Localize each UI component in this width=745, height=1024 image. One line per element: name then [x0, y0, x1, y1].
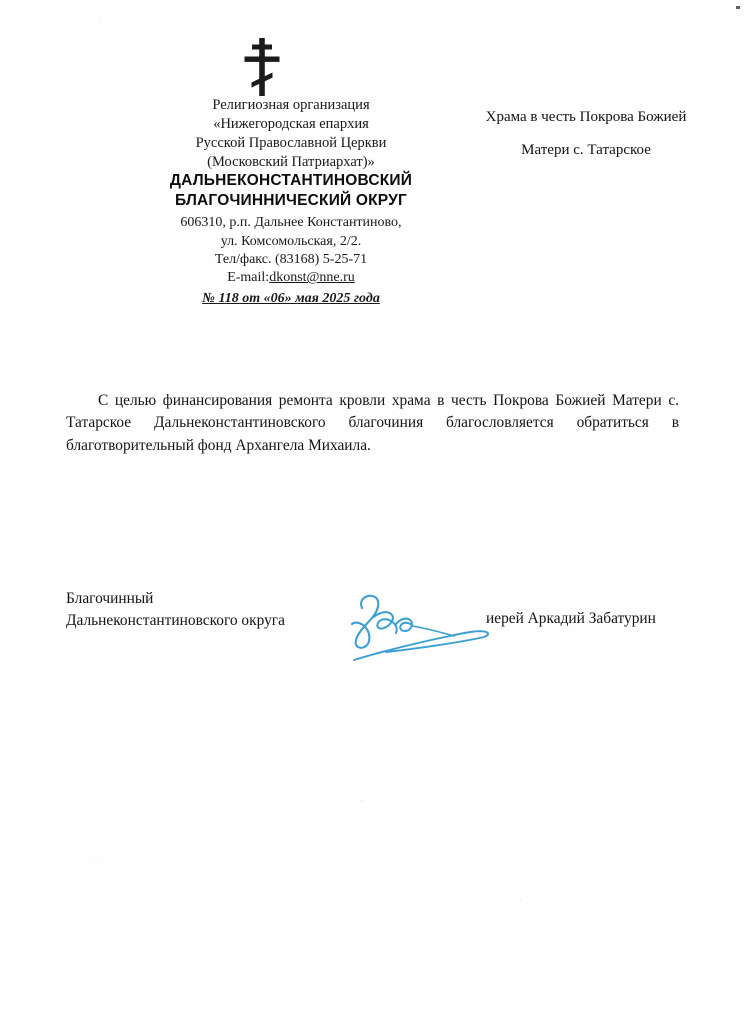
email-line — [96, 269, 486, 287]
letterhead-header — [0, 0, 745, 310]
address-line-1: 606310, р.п. Дальнее Константиново, — [180, 215, 402, 231]
address-line-2: ул. Комсомольская, 2/2. — [220, 233, 362, 249]
recipient-line-2: Матери с. Татарское — [521, 141, 651, 158]
signer-title-line-1: Благочинный — [66, 590, 154, 607]
email-label: E-mail: — [227, 270, 270, 286]
recipient-line-1: Храма в честь Покрова Божией — [485, 109, 687, 125]
scan-noise — [520, 900, 522, 902]
signer-title — [66, 588, 285, 632]
phone-fax-line: Тел/факс. (83168) 5-25-71 — [214, 251, 368, 267]
handwritten-signature — [328, 586, 508, 676]
letterhead-line-4: (Московский Патриархат)» — [207, 153, 375, 170]
email-address[interactable]: dkonst@nne.ru — [269, 270, 355, 286]
letterhead-block — [96, 96, 486, 308]
signer-name: иерей Аркадий Забатурин — [486, 610, 656, 627]
reference-date: № 118 от «06» мая 2025 года — [202, 290, 380, 306]
scan-noise — [360, 800, 363, 802]
signer-title-line-2: Дальнеконстантиновского округа — [66, 611, 285, 629]
organization-name-line-2: БЛАГОЧИННИЧЕСКИЙ ОКРУГ — [175, 192, 407, 210]
recipient-block — [455, 108, 717, 173]
letterhead-line-2: «Нижегородская епархия — [213, 115, 369, 132]
letterhead-line-3: Русской Православной Церкви — [195, 134, 387, 151]
organization-name-line-1: ДАЛЬНЕКОНСТАНТИНОВСКИЙ — [169, 172, 413, 190]
letterhead-line-1: Религиозная организация — [212, 97, 370, 113]
scan-noise — [95, 860, 97, 862]
body-paragraph: С целью финансирования ремонта кровли храма в честь Покрова Божией Матери с. Татарское Дальнеконстантиновского благочиния благословляется обратиться в благотворительный фонд Архангела Михаила. — [66, 392, 679, 454]
signature-block — [66, 588, 686, 688]
orthodox-cross-icon — [243, 36, 281, 98]
